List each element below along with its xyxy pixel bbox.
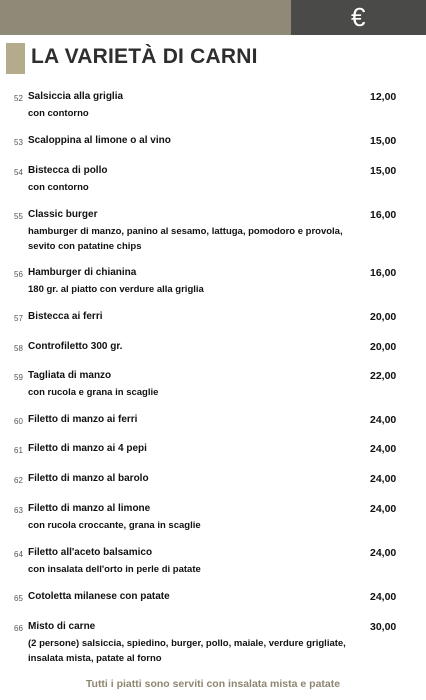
item-name: Bistecca ai ferri [28,311,103,322]
item-name: Salsiccia alla griglia [28,91,124,102]
item-number: 61 [14,446,23,455]
item-number: 66 [14,624,23,633]
item-price: 20,00 [370,311,397,323]
item-price: 16,00 [370,267,397,279]
item-name: Tagliata di manzo [28,370,112,381]
item-price: 16,00 [370,209,397,221]
footer-note: Tutti i piatti sono serviti con insalata mista e patate [85,678,341,690]
item-number: 56 [14,270,23,279]
item-description: hamburger di manzo, panino al sesamo, lattuga, pomodoro e provola, sevito con patatine chips [28,226,343,252]
item-name: Filetto all'aceto balsamico [28,547,153,558]
item-name: Filetto di manzo al barolo [28,473,149,484]
item-price: 20,00 [370,341,397,353]
item-price: 30,00 [370,621,397,633]
item-number: 54 [14,168,23,177]
item-description: con contorno [28,108,89,119]
item-price: 15,00 [370,165,397,177]
item-number: 52 [14,94,23,103]
item-name: Scaloppina al limone o al vino [28,135,171,146]
section-title: LA VARIETÀ DI CARNI [31,45,258,68]
euro-icon: € [351,2,366,32]
item-price: 22,00 [370,370,397,382]
title-accent-bar [6,43,25,74]
item-name: Hamburger di chianina [28,267,137,278]
item-number: 65 [14,594,23,603]
item-price: 24,00 [370,443,397,455]
item-number: 62 [14,476,23,485]
item-name: Controfiletto 300 gr. [28,341,123,352]
item-name: Bistecca di pollo [28,165,108,176]
item-number: 64 [14,550,23,559]
item-name: Filetto di manzo ai ferri [28,414,138,425]
item-number: 60 [14,417,23,426]
item-price: 24,00 [370,547,397,559]
item-number: 57 [14,314,23,323]
item-description: (2 persone) salsiccia, spiedino, burger, pollo, maiale, verdure grigliate, insalata mista, patate al forno [28,638,346,664]
item-name: Cotoletta milanese con patate [28,591,170,602]
item-number: 59 [14,373,23,382]
item-name: Misto di carne [28,621,96,632]
item-description: con rucola croccante, grana in scaglie [28,520,201,531]
item-price: 24,00 [370,591,397,603]
item-name: Filetto di manzo al limone [28,503,151,514]
item-price: 24,00 [370,503,397,515]
item-description: 180 gr. al piatto con verdure alla griglia [28,284,204,295]
item-price: 15,00 [370,135,397,147]
currency-button[interactable] [291,0,426,35]
item-number: 53 [14,138,23,147]
item-description: con contorno [28,182,89,193]
item-name: Classic burger [28,209,98,220]
item-description: con insalata dell'orto in perle di patate [28,564,201,575]
item-price: 24,00 [370,414,397,426]
item-price: 12,00 [370,91,397,103]
item-name: Filetto di manzo ai 4 pepi [28,443,147,454]
item-number: 63 [14,506,23,515]
item-description: con rucola e grana in scaglie [28,387,159,398]
item-price: 24,00 [370,473,397,485]
item-number: 55 [14,212,23,221]
top-bar [0,0,426,35]
item-number: 58 [14,344,23,353]
